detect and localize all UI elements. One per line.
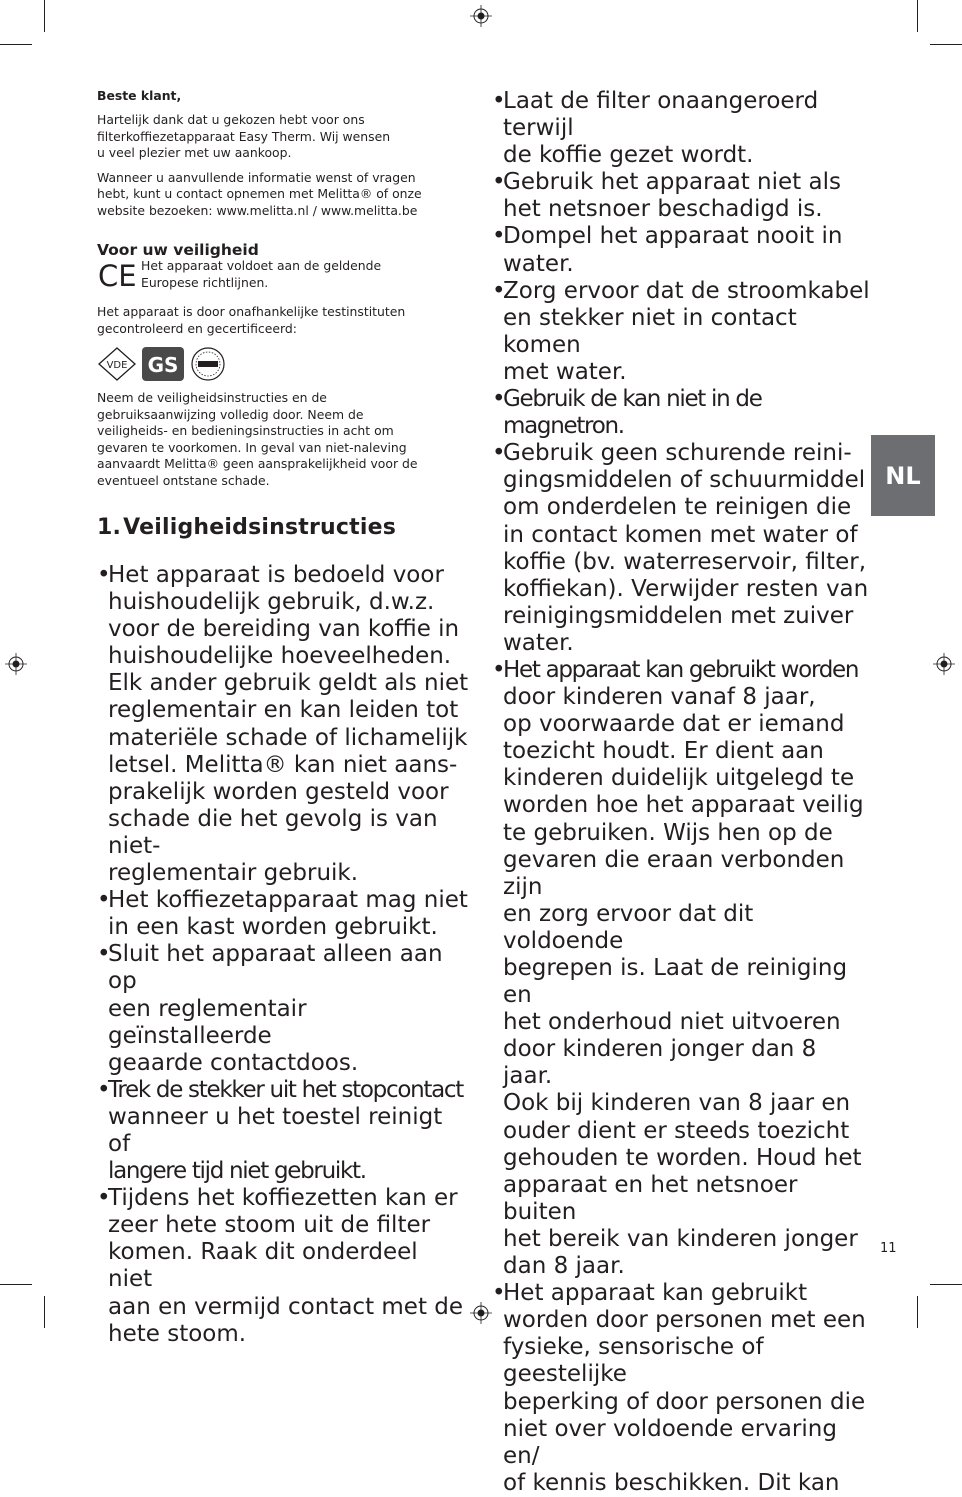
crop-mark	[930, 1284, 962, 1285]
item-line: op voorwaarde dat er iemand	[503, 711, 845, 738]
registration-mark-icon	[470, 1302, 492, 1324]
item-line: en stekker niet in contact komen	[503, 304, 797, 358]
item-line: worden door personen met een	[503, 1307, 866, 1334]
item-line: hete stoom.	[108, 1320, 247, 1347]
svg-text:GS: GS	[147, 353, 179, 377]
item-line: het onderhoud niet uitvoeren	[503, 1009, 841, 1036]
item-line: worden hoe het apparaat veilig	[503, 792, 864, 819]
gs-mark-icon	[141, 345, 185, 383]
item-line: Het apparaat is bedoeld voor	[108, 562, 444, 588]
item-line: Laat de filter onaangeroerd terwijl	[503, 88, 819, 142]
bullet: •	[492, 386, 506, 413]
tested-text: Het apparaat is door onafhankelijke testinstituten gecontroleerd en gecertificeerd:	[97, 304, 406, 336]
test-institute-seal-icon	[189, 345, 227, 383]
item-line: en zorg ervoor dat dit voldoende	[503, 900, 754, 954]
right-column	[492, 88, 872, 1497]
item-line: het bereik van kinderen jonger	[503, 1225, 858, 1252]
crop-mark	[44, 0, 45, 32]
safety-item	[492, 278, 872, 386]
thanks-paragraph: Hartelijk dank dat u gekozen hebt voor ons filterkoffiezetapparaat Easy Therm. Wij wensen u veel plezier met uw aankoop.	[97, 112, 391, 160]
safety-item	[492, 440, 872, 657]
bullet: •	[97, 1076, 111, 1103]
item-line: gevaren die eraan verbonden zijn	[503, 846, 845, 900]
item-line: aan en vermijd contact met de	[108, 1293, 464, 1320]
item-line: apparaat en het netsnoer buiten	[503, 1171, 798, 1225]
page-number: 11	[880, 1241, 897, 1256]
vde-mark-icon	[97, 345, 137, 383]
bullet: •	[97, 1185, 111, 1212]
safety-item	[97, 1185, 469, 1348]
item-line: Het apparaat kan gebruikt	[503, 1280, 808, 1307]
item-line: geaarde contactdoos.	[108, 1049, 359, 1076]
registration-mark-icon	[470, 5, 492, 27]
registration-mark-icon	[5, 653, 27, 675]
registration-mark-icon	[933, 653, 955, 675]
safety-item	[492, 1280, 872, 1497]
section-title: 1.Veiligheidsinstructies	[97, 515, 397, 540]
ce-text: Het apparaat voldoet aan de geldende Europese richtlijnen.	[141, 258, 382, 290]
svg-text:CE: CE	[98, 260, 137, 290]
safety-item	[97, 1077, 469, 1185]
read-instructions-text: Neem de veiligheidsinstructies en de gebruiksaanwijzing volledig door. Neem de veiligheids- en bedieningsinstructies in acht om gevaren te voorkomen. In geval van niet-naleving aanvaardt Melitta® geen aansprakelijkheid voor de eventueel ontstane schade.	[97, 390, 418, 488]
item-line: gehouden te worden. Houd het	[503, 1144, 862, 1171]
item-line: reglementair gebruik.	[108, 860, 359, 887]
item-line: kinderen duidelijk uitgelegd te	[503, 765, 855, 792]
bullet: •	[492, 169, 506, 196]
item-line: Trek de stekker uit het stopcontact	[108, 1076, 463, 1103]
item-line: Sluit het apparaat alleen aan op	[108, 941, 443, 995]
safety-item	[97, 887, 469, 941]
bullet: •	[97, 887, 111, 914]
item-line: ouder dient er steeds toezicht	[503, 1117, 850, 1144]
item-line: Gebruik het apparaat niet als	[503, 169, 841, 196]
item-line: door kinderen jonger dan 8 jaar.	[503, 1036, 817, 1090]
crop-mark	[0, 1284, 32, 1285]
item-line: koffiekan). Verwijder resten van	[503, 575, 869, 602]
item-line: koffie (bv. waterreservoir, filter,	[503, 548, 867, 575]
item-line: Het apparaat kan gebruikt worden	[503, 656, 859, 683]
safety-item	[492, 223, 872, 277]
left-safety-list	[97, 562, 469, 1348]
safety-item	[492, 657, 872, 1280]
language-tab: NL	[871, 435, 935, 516]
svg-text:VDE: VDE	[106, 360, 128, 371]
item-line: in een kast worden gebruikt.	[108, 914, 438, 941]
safety-item	[492, 169, 872, 223]
item-line: prakelijk worden gesteld voor	[108, 778, 449, 805]
item-line: Zorg ervoor dat de stroomkabel	[503, 277, 870, 304]
item-line: Gebruik de kan niet in de magnetron.	[503, 386, 762, 440]
item-line: toezicht houdt. Er dient aan	[503, 738, 824, 765]
item-line: Het koffiezetapparaat mag niet	[108, 887, 468, 914]
item-line: Dompel het apparaat nooit in	[503, 223, 843, 250]
item-line: om onderdelen te reinigen die	[503, 494, 852, 521]
certification-icons	[97, 345, 469, 383]
item-line: Gebruik geen schurende reini-	[503, 440, 852, 467]
crop-mark	[917, 1296, 918, 1328]
right-safety-list	[492, 88, 872, 1497]
item-line: niet over voldoende ervaring en/	[503, 1415, 837, 1469]
ce-mark-icon	[97, 260, 141, 290]
item-line: begrepen is. Laat de reiniging en	[503, 955, 848, 1009]
bullet: •	[492, 440, 506, 467]
item-line: wanneer u het toestel reinigt of	[108, 1103, 443, 1157]
item-line: langere tijd niet gebruikt.	[108, 1158, 366, 1185]
item-line: schade die het gevolg is van niet-	[108, 805, 438, 859]
safety-item	[492, 88, 872, 169]
item-line: voor de bereiding van koffie in	[108, 616, 460, 643]
safety-heading: Voor uw veiligheid	[97, 241, 259, 259]
crop-mark	[0, 44, 32, 45]
item-line: door kinderen vanaf 8 jaar,	[503, 684, 816, 711]
item-line: het netsnoer beschadigd is.	[503, 196, 823, 223]
item-line: Ook bij kinderen van 8 jaar en	[503, 1090, 851, 1117]
safety-item	[492, 386, 872, 440]
item-line: of kennis beschikken. Dit kan	[503, 1469, 840, 1496]
bullet: •	[492, 1280, 506, 1307]
ce-statement	[97, 260, 469, 291]
item-line: te gebruiken. Wijs hen op de	[503, 819, 833, 846]
item-line: beperking of door personen die	[503, 1388, 866, 1415]
safety-item	[97, 941, 469, 1076]
item-line: een reglementair geïnstalleerde	[108, 995, 307, 1049]
bullet: •	[492, 656, 506, 683]
item-line: reglementair en kan leiden tot	[108, 697, 459, 724]
crop-mark	[930, 44, 962, 45]
crop-mark	[917, 0, 918, 32]
item-line: letsel. Melitta® kan niet aans-	[108, 751, 458, 778]
item-line: Tijdens het koffiezetten kan er	[108, 1185, 458, 1212]
item-line: water.	[503, 629, 574, 656]
item-line: met water.	[503, 358, 627, 385]
left-column	[97, 88, 469, 1348]
item-line: reinigingsmiddelen met zuiver	[503, 602, 854, 629]
item-line: water.	[503, 250, 574, 277]
item-line: zeer hete stoom uit de filter	[108, 1212, 431, 1239]
bullet: •	[492, 223, 506, 250]
bullet: •	[97, 941, 111, 968]
item-line: dan 8 jaar.	[503, 1253, 625, 1280]
bullet: •	[492, 88, 506, 114]
item-line: de koffie gezet wordt.	[503, 142, 754, 169]
item-line: Elk ander gebruik geldt als niet	[108, 670, 469, 697]
item-line: komen. Raak dit onderdeel niet	[108, 1239, 418, 1293]
item-line: gingsmiddelen of schuurmiddel	[503, 467, 866, 494]
safety-item	[97, 562, 469, 887]
info-paragraph: Wanneer u aanvullende informatie wenst of vragen hebt, kunt u contact opnemen met Melitta® of onze website bezoeken: www.melitta.nl / www.melitta.be	[97, 169, 422, 218]
item-line: materiële schade of lichamelijk	[108, 724, 468, 751]
bullet: •	[97, 562, 111, 588]
item-line: huishoudelijk gebruik, d.w.z.	[108, 589, 435, 616]
bullet: •	[492, 277, 506, 304]
greeting: Beste klant,	[97, 88, 182, 103]
item-line: fysieke, sensorische of geestelijke	[503, 1334, 764, 1388]
item-line: in contact komen met water of	[503, 521, 858, 548]
item-line: huishoudelijke hoeveelheden.	[108, 643, 452, 670]
crop-mark	[44, 1296, 45, 1328]
